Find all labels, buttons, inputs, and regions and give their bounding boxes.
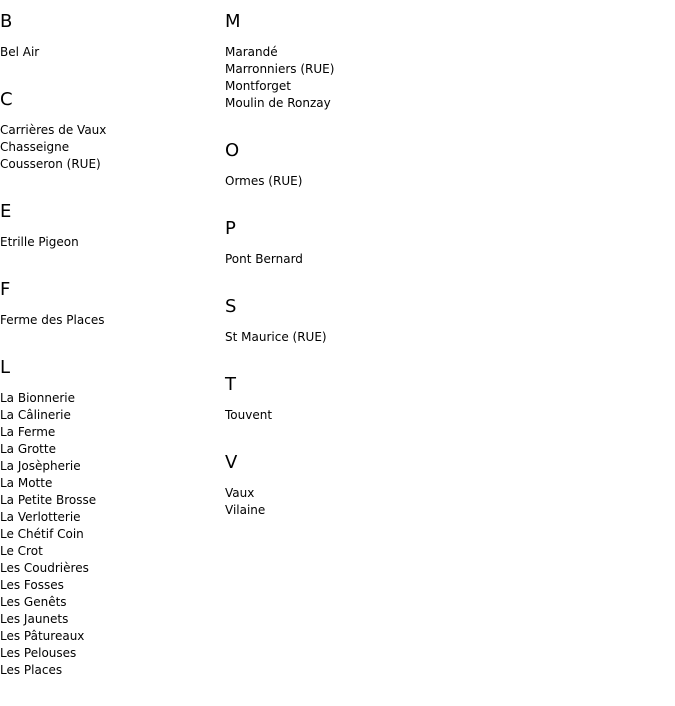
letter-group (0, 200, 220, 251)
street-link[interactable]: Le Crot (0, 544, 43, 558)
street-link[interactable]: La Grotte (0, 442, 56, 456)
street-link[interactable]: Ferme des Places (0, 313, 105, 327)
letter-heading: V (225, 452, 238, 473)
street-link[interactable]: Touvent (225, 408, 273, 422)
street-list (225, 173, 525, 190)
letter-heading: E (0, 201, 12, 222)
street-list (225, 407, 525, 424)
street-link[interactable]: Vilaine (225, 503, 266, 517)
street-link[interactable]: La Verlotterie (0, 510, 81, 524)
street-link[interactable]: La Ferme (0, 425, 56, 439)
letter-group (225, 451, 525, 519)
letter-group (0, 10, 220, 61)
street-link[interactable]: Marronniers (RUE) (225, 62, 335, 76)
letter-heading: B (0, 11, 13, 32)
letter-group (225, 139, 525, 190)
letter-heading: P (225, 218, 236, 239)
street-list (0, 44, 220, 61)
street-link[interactable]: Montforget (225, 79, 291, 93)
street-list (0, 234, 220, 251)
street-list (0, 312, 220, 329)
letter-group (225, 217, 525, 268)
letter-heading: O (225, 140, 240, 161)
street-link[interactable]: La Bionnerie (0, 391, 76, 405)
letter-group (0, 88, 220, 173)
street-link[interactable]: La Josèpherie (0, 459, 81, 473)
street-link[interactable]: Chasseigne (0, 140, 70, 154)
street-link[interactable]: Les Coudrières (0, 561, 89, 575)
street-link[interactable]: Marandé (225, 45, 278, 59)
letter-group (225, 373, 525, 424)
letter-heading: L (0, 357, 11, 378)
street-link[interactable]: Le Chétif Coin (0, 527, 84, 541)
letter-group (0, 278, 220, 329)
street-link[interactable]: Les Places (0, 663, 63, 677)
street-list (225, 485, 525, 519)
street-link[interactable]: Les Pelouses (0, 646, 77, 660)
street-link[interactable]: Etrille Pigeon (0, 235, 79, 249)
street-index-column-left (0, 10, 220, 706)
street-link[interactable]: Bel Air (0, 45, 40, 59)
street-list (0, 390, 220, 679)
street-link[interactable]: Moulin de Ronzay (225, 96, 331, 110)
street-link[interactable]: Les Pâtureaux (0, 629, 85, 643)
letter-heading: C (0, 89, 13, 110)
letter-heading: M (225, 11, 241, 32)
street-list (225, 251, 525, 268)
street-index-column-right (225, 10, 525, 546)
letter-group (0, 356, 220, 679)
street-link[interactable]: Les Genêts (0, 595, 67, 609)
street-link[interactable]: Ormes (RUE) (225, 174, 303, 188)
letter-group (225, 10, 525, 112)
letter-group (225, 295, 525, 346)
street-link[interactable]: La Motte (0, 476, 53, 490)
street-link[interactable]: La Câlinerie (0, 408, 71, 422)
street-list (225, 329, 525, 346)
street-link[interactable]: St Maurice (RUE) (225, 330, 327, 344)
letter-heading: F (0, 279, 11, 300)
street-list (0, 122, 220, 173)
street-list (225, 44, 525, 112)
street-link[interactable]: Carrières de Vaux (0, 123, 107, 137)
letter-heading: S (225, 296, 237, 317)
letter-heading: T (225, 374, 236, 395)
street-link[interactable]: Vaux (225, 486, 255, 500)
street-link[interactable]: Les Jaunets (0, 612, 69, 626)
street-link[interactable]: Les Fosses (0, 578, 64, 592)
street-link[interactable]: Cousseron (RUE) (0, 157, 101, 171)
street-link[interactable]: La Petite Brosse (0, 493, 97, 507)
street-link[interactable]: Pont Bernard (225, 252, 303, 266)
